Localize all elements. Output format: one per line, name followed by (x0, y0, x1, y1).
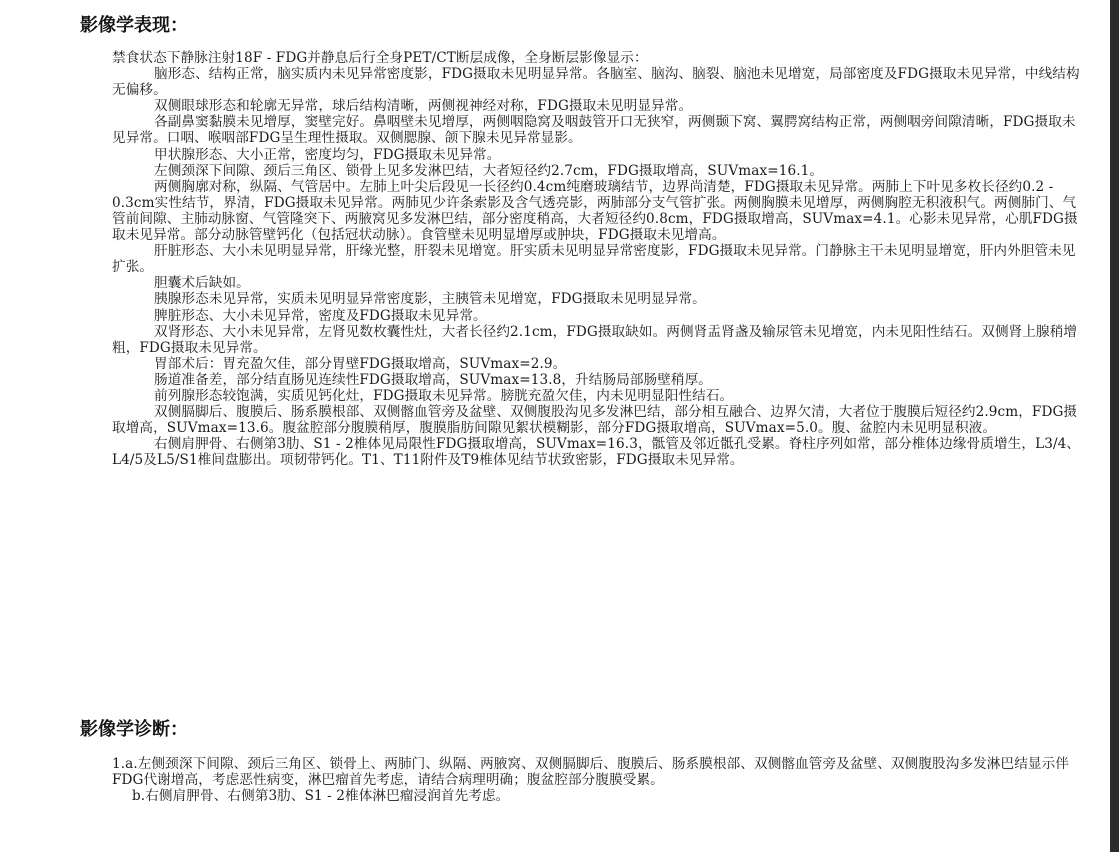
finding-brain: 脑形态、结构正常，脑实质内未见异常密度影，FDG摄取未见明显异常。各脑室、脑沟、脑裂、脑池未见增宽，局部密度及FDG摄取未见异常，中线结构无偏移。 (112, 66, 1080, 99)
finding-chest: 两侧胸廓对称，纵隔、气管居中。左肺上叶尖后段见一长径约0.4cm纯磨玻璃结节，边界尚清楚，FDG摄取未见异常。两肺上下叶见多枚长径约0.2 - 0.3cm实性结节，界清，FDG摄取未见异常。两肺见少许条索影及含气透亮影，两肺部分支气管扩张。两侧胸膜未见增厚，两侧胸腔无积液积气。两侧肺门、气管前间隙、主肺动脉窗、气管隆突下、两腋窝见多发淋巴结，部分密度稍高，大者短径约0.8cm，FDG摄取增高，SUVmax=4.1。心影未见异常，心肌FDG摄取未见异常。部分动脉管壁钙化（包括冠状动脉）。食管壁未见明显增厚或肿块，FDG摄取未见增高。 (112, 178, 1078, 244)
finding-spleen: 脾脏形态、大小未见异常，密度及FDG摄取未见异常。 (154, 307, 487, 324)
finding-sinus-pharynx: 各副鼻窦黏膜未见增厚，窦壁完好。鼻咽壁未见增厚，两侧咽隐窝及咽鼓管开口无狭窄，两侧颞下窝、翼腭窝结构正常，两侧咽旁间隙清晰，FDG摄取未见异常。口咽、喉咽部FDG呈生理性摄取。双侧腮腺、颌下腺未见异常显影。 (112, 114, 1076, 147)
findings-intro: 禁食状态下静脉注射18F - FDG并静息后行全身PET/CT断层成像，全身断层影像显示： (112, 50, 648, 66)
finding-kidneys: 双肾形态、大小未见异常，左肾见数枚囊性灶，大者长径约2.1cm，FDG摄取缺如。两侧肾盂肾盏及输尿管未见增宽，内未见阳性结石。双侧肾上腺稍增粗，FDG摄取未见异常。 (112, 323, 1078, 356)
finding-neck-nodes: 左侧颈深下间隙、颈后三角区、锁骨上见多发淋巴结，大者短径约2.7cm，FDG摄取增高，SUVmax=16.1。 (154, 162, 824, 179)
finding-gallbladder: 胆囊术后缺如。 (154, 275, 250, 292)
findings-body (112, 50, 1088, 468)
finding-liver: 肝脏形态、大小未见明显异常，肝缘光整，肝裂未见增宽。肝实质未见明显异常密度影，FDG摄取未见异常。门静脉主干未见明显增宽，肝内外胆管未见扩张。 (112, 243, 1076, 276)
diagnosis-heading: 影像学诊断： (80, 719, 188, 740)
findings-heading: 影像学表现： (80, 15, 188, 36)
diagnosis-item-b: b.右侧肩胛骨、右侧第3肋、S1 - 2椎体淋巴瘤浸润首先考虑。 (132, 788, 510, 805)
diagnosis-body (112, 756, 1088, 804)
finding-abdominal-nodes: 双侧膈脚后、腹膜后、肠系膜根部、双侧髂血管旁及盆壁、双侧腹股沟见多发淋巴结，部分相互融合、边界欠清，大者位于腹膜后短径约2.9cm，FDG摄取增高，SUVmax=13.6。腹盆腔部分腹膜稍厚，腹膜脂肪间隙见絮状模糊影，部分FDG摄取增高，SUVmax=5.0。腹、盆腔内未见明显积液。 (112, 404, 1078, 437)
finding-prostate-bladder: 前列腺形态较饱满，实质见钙化灶，FDG摄取未见异常。膀胱充盈欠佳，内未见明显阳性结石。 (154, 387, 734, 404)
finding-thyroid: 甲状腺形态、大小正常，密度均匀，FDG摄取未见异常。 (154, 146, 501, 163)
finding-eyes: 双侧眼球形态和轮廓无异常，球后结构清晰，两侧视神经对称，FDG摄取未见明显异常。 (154, 98, 693, 115)
finding-stomach: 胃部术后：胃充盈欠佳，部分胃壁FDG摄取增高，SUVmax=2.9。 (154, 355, 567, 372)
page-edge-border (1110, 0, 1119, 852)
finding-bones: 右侧肩胛骨、右侧第3肋、S1 - 2椎体见局限性FDG摄取增高，SUVmax=16.3，骶管及邻近骶孔受累。脊柱序列如常，部分椎体边缘骨质增生，L3/4、L4/5及L5/S1椎间盘膨出。项韧带钙化。T1、T11附件及T9椎体见结节状致密影，FDG摄取未见异常。 (112, 436, 1081, 469)
diagnosis-item-a: 1.a.左侧颈深下间隙、颈后三角区、锁骨上、两肺门、纵隔、两腋窝、双侧膈脚后、腹膜后、肠系膜根部、双侧髂血管旁及盆壁、双侧腹股沟多发淋巴结显示伴FDG代谢增高，考虑恶性病变，淋巴瘤首先考虑，请结合病理明确；腹盆腔部分腹膜受累。 (112, 756, 1069, 789)
finding-intestine: 肠道准备差，部分结直肠见连续性FDG摄取增高，SUVmax=13.8，升结肠局部肠壁稍厚。 (154, 371, 712, 388)
finding-pancreas: 胰腺形态未见异常，实质未见明显异常密度影，主胰管未见增宽，FDG摄取未见明显异常。 (154, 291, 706, 308)
